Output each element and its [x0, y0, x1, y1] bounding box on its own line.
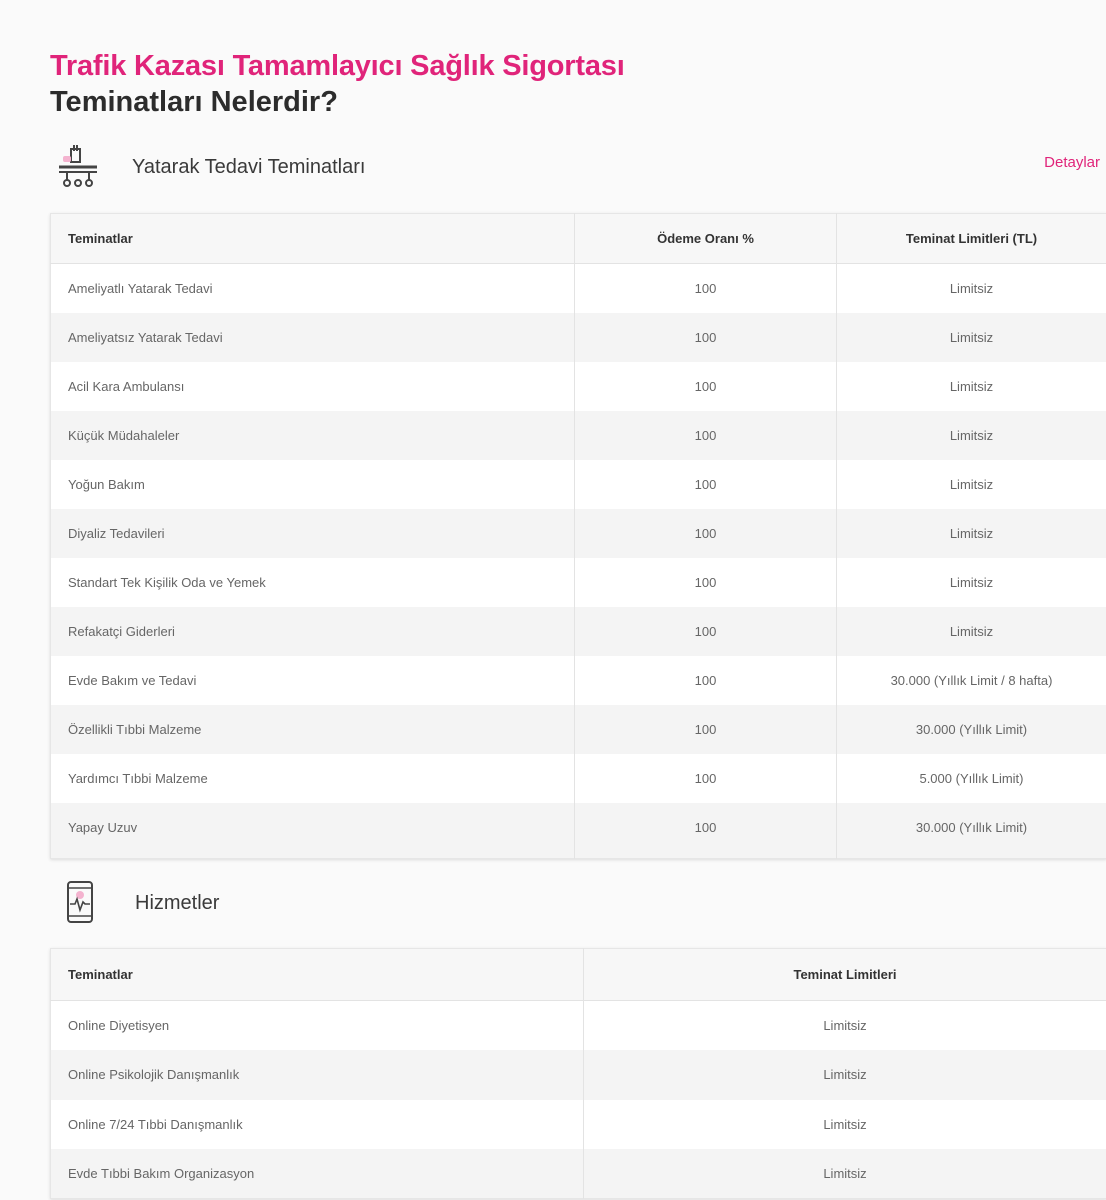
- page-title: Trafik Kazası Tamamlayıcı Sağlık Sigortası: [50, 50, 625, 82]
- table-row: [51, 460, 1106, 509]
- payment-rate: 100: [575, 509, 837, 558]
- coverage-name: Standart Tek Kişilik Oda ve Yemek: [51, 558, 575, 607]
- smartphone-heartbeat-icon: [66, 880, 94, 931]
- table-row: [51, 313, 1106, 362]
- service-name: Online Diyetisyen: [51, 1001, 584, 1051]
- inpatient-coverage-table: [50, 213, 1106, 859]
- coverage-limit: 5.000 (Yıllık Limit): [837, 754, 1106, 803]
- table-row: [51, 705, 1106, 754]
- service-limit: Limitsiz: [584, 1050, 1106, 1100]
- coverage-name: Yoğun Bakım: [51, 460, 575, 509]
- table-footer-row: [51, 852, 1106, 859]
- coverage-limit: Limitsiz: [837, 264, 1106, 313]
- page-subtitle: Teminatları Nelerdir?: [50, 86, 338, 118]
- table-row: [51, 411, 1106, 460]
- table-header-row: [51, 214, 1106, 264]
- coverage-name: Refakatçi Giderleri: [51, 607, 575, 656]
- table-row: [51, 558, 1106, 607]
- table-row: [51, 1001, 1106, 1051]
- coverage-name: Diyaliz Tedavileri: [51, 509, 575, 558]
- inpatient-section-header: [50, 143, 1106, 199]
- service-limit: Limitsiz: [584, 1100, 1106, 1150]
- inpatient-section-title: Yatarak Tedavi Teminatları: [132, 156, 366, 178]
- service-name: Online Psikolojik Danışmanlık: [51, 1050, 584, 1100]
- services-coverage-table: [50, 948, 1106, 1199]
- coverage-name: Yapay Uzuv: [51, 803, 575, 852]
- coverage-name: Evde Bakım ve Tedavi: [51, 656, 575, 705]
- payment-rate: 100: [575, 460, 837, 509]
- payment-rate: 100: [575, 803, 837, 852]
- coverage-limit: Limitsiz: [837, 509, 1106, 558]
- coverage-limit: Limitsiz: [837, 607, 1106, 656]
- table-row: [51, 656, 1106, 705]
- coverage-name: Yardımcı Tıbbi Malzeme: [51, 754, 575, 803]
- payment-rate: 100: [575, 705, 837, 754]
- table-row: [51, 264, 1106, 313]
- service-name: Online 7/24 Tıbbi Danışmanlık: [51, 1100, 584, 1150]
- table-row: [51, 509, 1106, 558]
- services-section-header: [50, 880, 1106, 936]
- coverage-name: Ameliyatlı Yatarak Tedavi: [51, 264, 575, 313]
- payment-rate: 100: [575, 362, 837, 411]
- coverage-limit: Limitsiz: [837, 460, 1106, 509]
- column-header-limit: Teminat Limitleri (TL): [837, 214, 1106, 264]
- table-row: [51, 607, 1106, 656]
- table-row: [51, 1149, 1106, 1199]
- payment-rate: 100: [575, 313, 837, 362]
- table-row: [51, 803, 1106, 852]
- service-name: Evde Tıbbi Bakım Organizasyon: [51, 1149, 584, 1199]
- coverage-name: Ameliyatsız Yatarak Tedavi: [51, 313, 575, 362]
- coverage-name: Küçük Müdahaleler: [51, 411, 575, 460]
- column-header-payment-rate: Ödeme Oranı %: [575, 214, 837, 264]
- column-header-coverage: Teminatlar: [51, 214, 575, 264]
- coverage-limit: Limitsiz: [837, 411, 1106, 460]
- service-limit: Limitsiz: [584, 1001, 1106, 1051]
- payment-rate: 100: [575, 411, 837, 460]
- coverage-limit: 30.000 (Yıllık Limit / 8 hafta): [837, 656, 1106, 705]
- coverage-limit: Limitsiz: [837, 362, 1106, 411]
- column-header-coverage: Teminatlar: [51, 949, 584, 1001]
- hospital-bed-icon: [55, 143, 101, 196]
- payment-rate: 100: [575, 656, 837, 705]
- coverage-name: Acil Kara Ambulansı: [51, 362, 575, 411]
- payment-rate: 100: [575, 558, 837, 607]
- details-link[interactable]: Detaylar: [1044, 154, 1100, 171]
- table-row: [51, 1050, 1106, 1100]
- table-header-row: [51, 949, 1106, 1001]
- column-header-limit: Teminat Limitleri: [584, 949, 1106, 1001]
- payment-rate: 100: [575, 264, 837, 313]
- services-section-title: Hizmetler: [135, 892, 220, 914]
- payment-rate: 100: [575, 607, 837, 656]
- coverage-limit: Limitsiz: [837, 558, 1106, 607]
- table-row: [51, 1100, 1106, 1150]
- service-limit: Limitsiz: [584, 1149, 1106, 1199]
- coverage-limit: Limitsiz: [837, 313, 1106, 362]
- table-row: [51, 362, 1106, 411]
- coverage-limit: 30.000 (Yıllık Limit): [837, 705, 1106, 754]
- coverage-limit: 30.000 (Yıllık Limit): [837, 803, 1106, 852]
- payment-rate: 100: [575, 754, 837, 803]
- table-row: [51, 754, 1106, 803]
- coverage-name: Özellikli Tıbbi Malzeme: [51, 705, 575, 754]
